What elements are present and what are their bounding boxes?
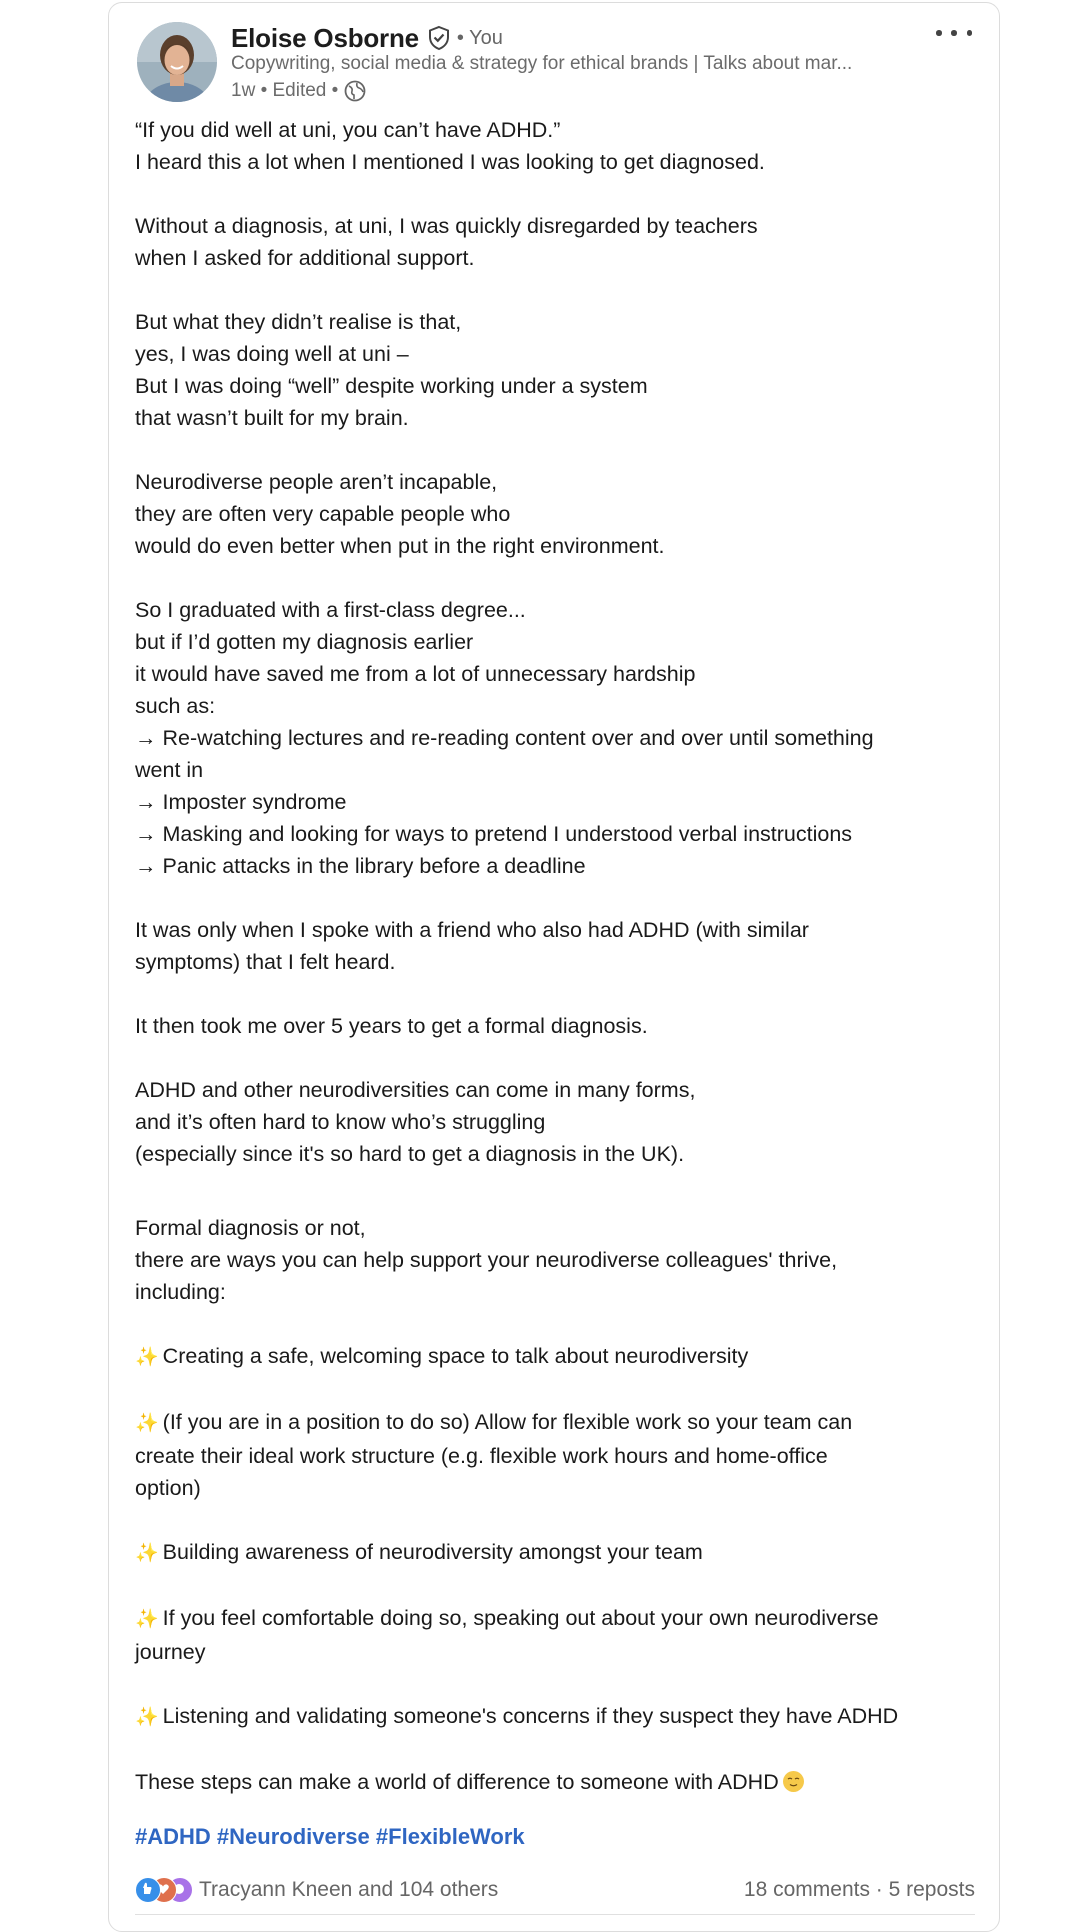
hashtag-neurodiverse[interactable]: #Neurodiverse	[216, 1824, 370, 1849]
sparkle-icon: ✨	[135, 1413, 159, 1434]
author-avatar[interactable]	[137, 22, 217, 102]
post-line: yes, I was doing well at uni –	[135, 342, 409, 366]
divider	[135, 1914, 975, 1915]
hashtag-flexiblework[interactable]: #FlexibleWork	[375, 1824, 525, 1849]
more-options-button[interactable]	[936, 18, 972, 48]
post-line: including:	[135, 1280, 226, 1304]
sparkle-icon: ✨	[135, 1707, 159, 1728]
post-line: there are ways you can help support your neurodiverse colleagues' thrive,	[135, 1248, 838, 1272]
post-line: Without a diagnosis, at uni, I was quickly disregarded by teachers	[135, 214, 758, 238]
post-line: create their ideal work structure (e.g. flexible work hours and home-office	[135, 1444, 828, 1468]
hashtag-adhd[interactable]: #ADHD	[135, 1824, 211, 1849]
more-horizontal-icon	[936, 30, 942, 36]
relation-label: • You	[456, 26, 503, 49]
post-line: → Re-watching lectures and re-reading content over and over until something	[135, 726, 874, 750]
bullet-line: ✨ Building awareness of neurodiversity amongst your team	[135, 1540, 703, 1564]
post-line: option)	[135, 1476, 201, 1500]
hashtags	[135, 1824, 525, 1850]
reactors-text[interactable]: Tracyann Kneen and 104 others	[199, 1878, 499, 1901]
post-line: So I graduated with a first-class degree...	[135, 598, 526, 622]
post-line: went in	[135, 758, 204, 782]
post-line: when I asked for additional support.	[135, 246, 475, 270]
post-line: I heard this a lot when I mentioned I was looking to get diagnosed.	[135, 150, 765, 174]
post-line: → Imposter syndrome	[135, 790, 347, 814]
post-line: Formal diagnosis or not,	[135, 1216, 366, 1240]
post-line: ADHD and other neurodiversities can come in many forms,	[135, 1078, 696, 1102]
bullet-line: ✨ Listening and validating someone's concerns if they suspect they have ADHD	[135, 1704, 899, 1728]
bullet-line: ✨ If you feel comfortable doing so, speaking out about your own neurodiverse	[135, 1606, 879, 1630]
post-meta	[231, 78, 366, 104]
bullet-line: ✨ (If you are in a position to do so) Allow for flexible work so your team can	[135, 1410, 853, 1434]
post-line: But I was doing “well” despite working under a system	[135, 374, 648, 398]
reactions-summary[interactable]	[135, 1877, 498, 1903]
post-line: These steps can make a world of difference to someone with ADHD	[135, 1766, 975, 1798]
post-line: → Panic attacks in the library before a deadline	[135, 854, 586, 878]
post-line: symptoms) that I felt heard.	[135, 950, 396, 974]
post-line: it would have saved me from a lot of unnecessary hardship	[135, 662, 696, 686]
post-line: such as:	[135, 694, 216, 718]
relieved-face-emoji-icon	[783, 1771, 804, 1792]
sparkle-icon: ✨	[135, 1609, 159, 1630]
author-headline: Copywriting, social media & strategy for ethical brands | Talks about mar...	[231, 53, 853, 74]
globe-icon	[344, 80, 366, 102]
post-line: But what they didn’t realise is that,	[135, 310, 462, 334]
post-line: → Masking and looking for ways to pretend I understood verbal instructions	[135, 822, 853, 846]
post-line: Neurodiverse people aren’t incapable,	[135, 470, 498, 494]
post-line: It was only when I spoke with a friend who also had ADHD (with similar	[135, 918, 809, 942]
post-line: and it’s often hard to know who’s struggling	[135, 1110, 546, 1134]
author-name[interactable]: Eloise Osborne	[231, 22, 419, 53]
sparkle-icon: ✨	[135, 1543, 159, 1564]
post-line: “If you did well at uni, you can’t have ADHD.”	[135, 118, 561, 142]
author-name-row	[231, 20, 503, 56]
comments-reposts-count[interactable]: 18 comments · 5 reposts	[743, 1878, 975, 1901]
post-line: that wasn’t built for my brain.	[135, 406, 409, 430]
post-line: journey	[135, 1640, 206, 1664]
shield-check-icon	[427, 25, 451, 51]
post-line: would do even better when put in the right environment.	[135, 534, 665, 558]
post-line: (especially since it's so hard to get a diagnosis in the UK).	[135, 1142, 685, 1166]
post-line: they are often very capable people who	[135, 502, 511, 526]
post-line: but if I’d gotten my diagnosis earlier	[135, 630, 474, 654]
sparkle-icon: ✨	[135, 1347, 159, 1368]
post-body	[135, 114, 975, 1798]
like-reaction-icon	[135, 1877, 161, 1903]
post-line: It then took me over 5 years to get a formal diagnosis.	[135, 1014, 648, 1038]
reaction-icons	[135, 1877, 195, 1903]
post-timestamp: 1w • Edited •	[231, 80, 339, 101]
bullet-line: ✨ Creating a safe, welcoming space to talk about neurodiversity	[135, 1344, 749, 1368]
social-counts-bar	[135, 1874, 975, 1906]
